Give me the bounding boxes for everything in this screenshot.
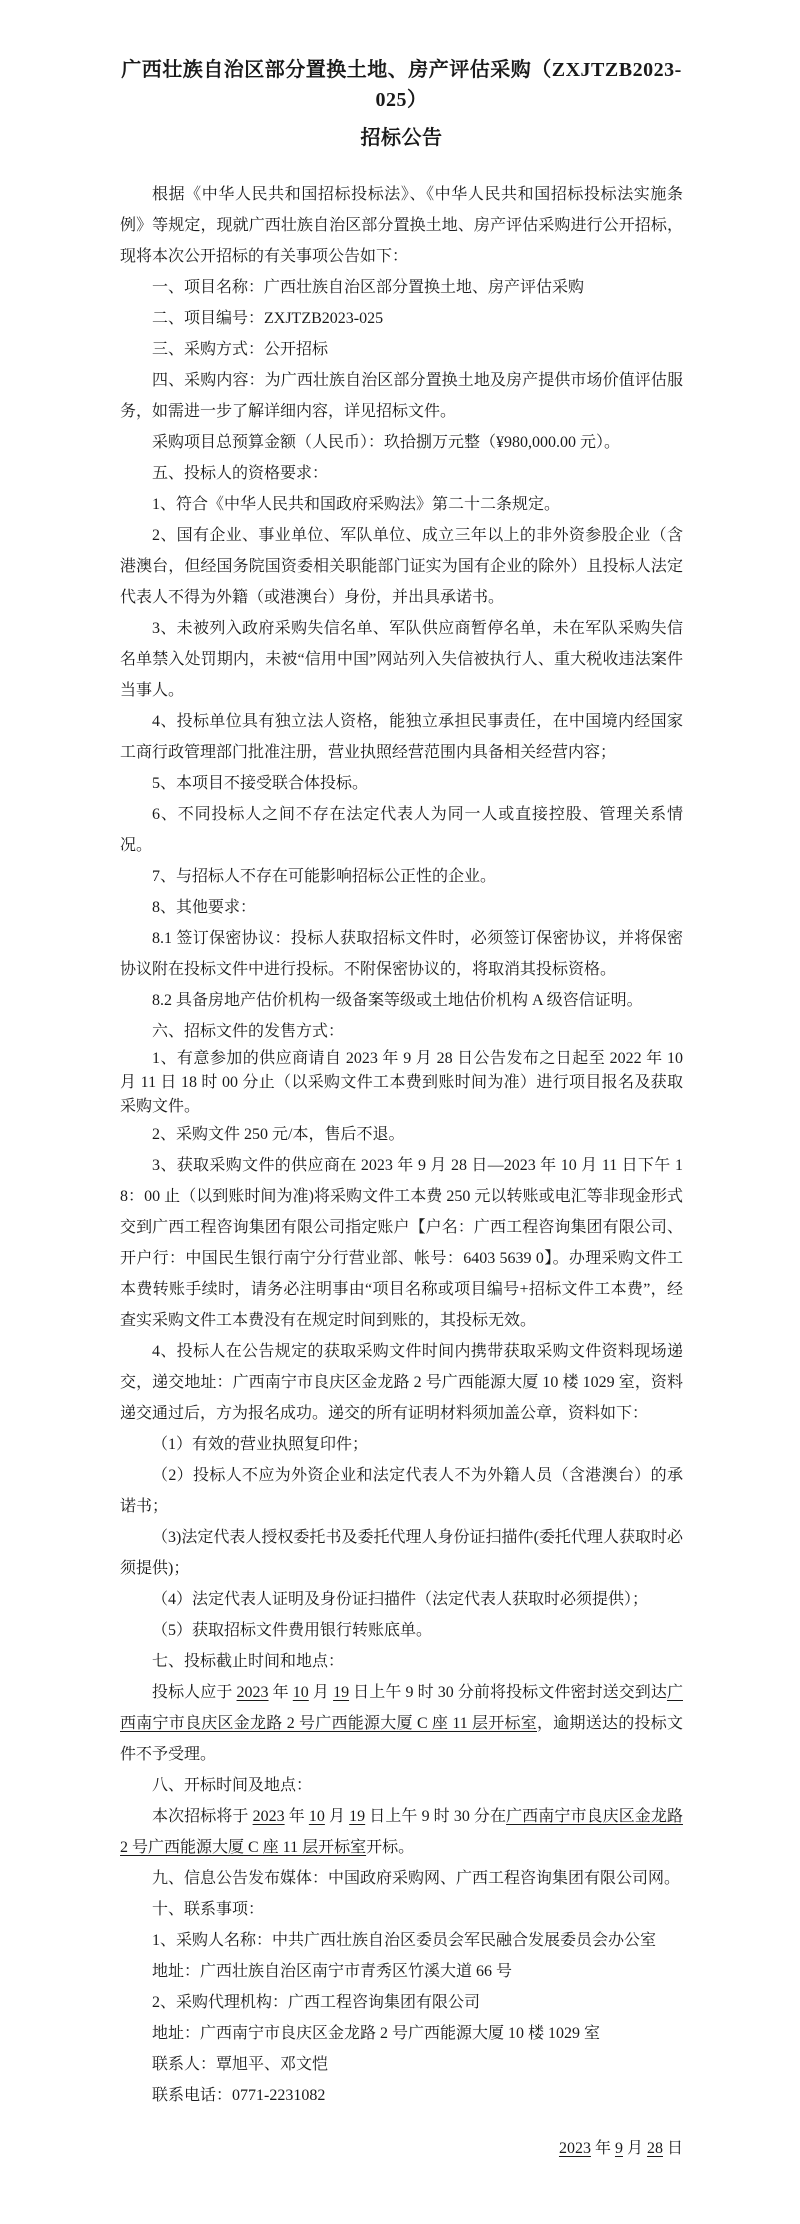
paragraph-22: 4、投标人在公告规定的获取采购文件时间内携带获取采购文件资料现场递交，递交地址：广西南宁市良庆区金龙路 2 号广西能源大厦 10 楼 1029 室，资料递交通过后，方为报名成功。递交的所有证明材料须加盖公章，资料如下：: [120, 1343, 683, 1422]
paragraph-24: （2）投标人不应为外资企业和法定代表人不为外籍人员（含港澳台）的承诺书；: [120, 1467, 683, 1515]
paragraph-26: （4）法定代表人证明及身份证扫描件（法定代表人获取时必须提供）；: [152, 1591, 649, 1608]
underlined-text: 10: [292, 1684, 309, 1701]
underlined-text: 19: [333, 1684, 350, 1701]
paragraph-27: （5）获取招标文件费用银行转账底单。: [152, 1622, 433, 1639]
underlined-text: 9: [614, 2140, 623, 2157]
paragraph-2: 一、项目名称：广西壮族自治区部分置换土地、房产评估采购: [152, 279, 585, 296]
paragraph-25: （3)法定代表人授权委托书及委托代理人身份证扫描件(委托代理人获取时必须提供)；: [120, 1529, 683, 1577]
paragraph-16: 8.1 签订保密协议：投标人获取招标文件时，必须签订保密协议，并将保密协议附在投标文件中进行投标。不附保密协议的，将取消其投标资格。: [120, 930, 683, 978]
paragraph-8: 1、符合《中华人民共和国政府采购法》第二十二条规定。: [152, 496, 561, 513]
paragraph-23: （1）有效的营业执照复印件；: [152, 1436, 369, 1453]
paragraph-40: 2023 年 9 月 28 日: [558, 2140, 683, 2157]
paragraph-14: 7、与招标人不存在可能影响招标公正性的企业。: [152, 868, 497, 885]
underlined-text: 2023: [252, 1808, 285, 1825]
paragraph-36: 2、采购代理机构：广西工程咨询集团有限公司: [152, 1994, 481, 2011]
underlined-text: 广西南宁市良庆区金龙路 2 号广西能源大厦 C 座 11 层开标室: [120, 1684, 683, 1732]
paragraph-15: 8、其他要求：: [152, 899, 257, 916]
paragraph-1: 根据《中华人民共和国招标投标法》、《中华人民共和国招标投标法实施条例》等规定，现就广西壮族自治区部分置换土地、房产评估采购进行公开招标，现将本次公开招标的有关事项公告如下：: [120, 186, 683, 265]
paragraph-34: 1、采购人名称：中共广西壮族自治区委员会军民融合发展委员会办公室: [152, 1932, 657, 1949]
paragraph-4: 三、采购方式：公开招标: [152, 341, 329, 358]
paragraph-9: 2、国有企业、事业单位、军队单位、成立三年以上的非外资参股企业（含港澳台，但经国务院国资委相关职能部门证实为国有企业的除外）且投标人法定代表人不得为外籍（或港澳台）身份，并出具承诺书。: [120, 527, 683, 606]
paragraph-37: 地址：广西南宁市良庆区金龙路 2 号广西能源大厦 10 楼 1029 室: [152, 2025, 601, 2042]
paragraph-12: 5、本项目不接受联合体投标。: [152, 775, 369, 792]
paragraph-38: 联系人：覃旭平、邓文恺: [152, 2056, 329, 2073]
paragraph-17: 8.2 具备房地产估价机构一级备案等级或土地估价机构 A 级咨信证明。: [152, 992, 643, 1009]
paragraph-6: 采购项目总预算金额（人民币）：玖拾捌万元整（¥980,000.00 元）。: [152, 434, 621, 451]
paragraph-32: 九、信息公告发布媒体：中国政府采购网、广西工程咨询集团有限公司网。: [152, 1870, 681, 1887]
paragraph-3: 二、项目编号：ZXJTZB2023-025: [152, 310, 384, 327]
paragraph-30: 八、开标时间及地点：: [152, 1777, 313, 1794]
underlined-text: 2023: [236, 1684, 269, 1701]
underlined-text: 10: [308, 1808, 325, 1825]
paragraph-18: 六、招标文件的发售方式：: [152, 1023, 345, 1040]
underlined-text: 19: [349, 1808, 366, 1825]
document-body: [120, 179, 683, 2164]
document-title-line2: 招标公告: [360, 127, 443, 149]
paragraph-28: 七、投标截止时间和地点：: [152, 1653, 345, 1670]
paragraph-10: 3、未被列入政府采购失信名单、军队供应商暂停名单，未在军队采购失信名单禁入处罚期内，未被“信用中国”网站列入失信被执行人、重大税收违法案件当事人。: [120, 620, 683, 699]
paragraph-5: 四、采购内容：为广西壮族自治区部分置换土地及房产提供市场价值评估服务，如需进一步了解详细内容，详见招标文件。: [120, 372, 683, 420]
paragraph-11: 4、投标单位具有独立法人资格，能独立承担民事责任，在中国境内经国家工商行政管理部门批准注册，营业执照经营范围内具备相关经营内容；: [120, 713, 683, 761]
paragraph-20: 2、采购文件 250 元/本，售后不退。: [152, 1126, 405, 1143]
paragraph-35: 地址：广西壮族自治区南宁市青秀区竹溪大道 66 号: [152, 1963, 513, 1980]
paragraph-33: 十、联系事项：: [152, 1901, 265, 1918]
underlined-text: 28: [646, 2140, 663, 2157]
paragraph-7: 五、投标人的资格要求：: [152, 465, 329, 482]
paragraph-39: 联系电话：0771-2231082: [152, 2087, 326, 2104]
underlined-text: 广西南宁市良庆区金龙路 2 号广西能源大厦 C 座 11 层开标室: [120, 1808, 683, 1856]
document-title-line1: 广西壮族自治区部分置换土地、房产评估采购（ZXJTZB2023-025）: [121, 59, 682, 111]
paragraph-31: 本次招标将于 2023 年 10 月 19 日上午 9 时 30 分在广西南宁市良庆区金龙路 2 号广西能源大厦 C 座 11 层开标室开标。: [120, 1808, 683, 1856]
paragraph-21: 3、获取采购文件的供应商在 2023 年 9 月 28 日—2023 年 10 月 11 日下午 18：00 止（以到账时间为准)将采购文件工本费 250 元以转账或电汇等非现金形式交到广西工程咨询集团有限公司指定账户【户名：广西工程咨询集团有限公司、开户行：中国民生银行南宁分行营业部、帐号：6403 5639 0】。办理采购文件工本费转账手续时，请务必注明事由“项目名称或项目编号+招标文件工本费”，经查实采购文件工本费没有在规定时间到账的，其投标无效。: [120, 1157, 683, 1329]
paragraph-29: 投标人应于 2023 年 10 月 19 日上午 9 时 30 分前将投标文件密封送交到达广西南宁市良庆区金龙路 2 号广西能源大厦 C 座 11 层开标室，逾期送达的投标文件不予受理。: [120, 1684, 683, 1763]
paragraph-19: 1、有意参加的供应商请自 2023 年 9 月 28 日公告发布之日起至 2022 年 10 月 11 日 18 时 00 分止（以采购文件工本费到账时间为准）进行项目报名及获取采购文件。: [120, 1050, 683, 1115]
paragraph-13: 6、不同投标人之间不存在法定代表人为同一人或直接控股、管理关系情况。: [120, 806, 683, 854]
underlined-text: 2023: [558, 2140, 591, 2157]
